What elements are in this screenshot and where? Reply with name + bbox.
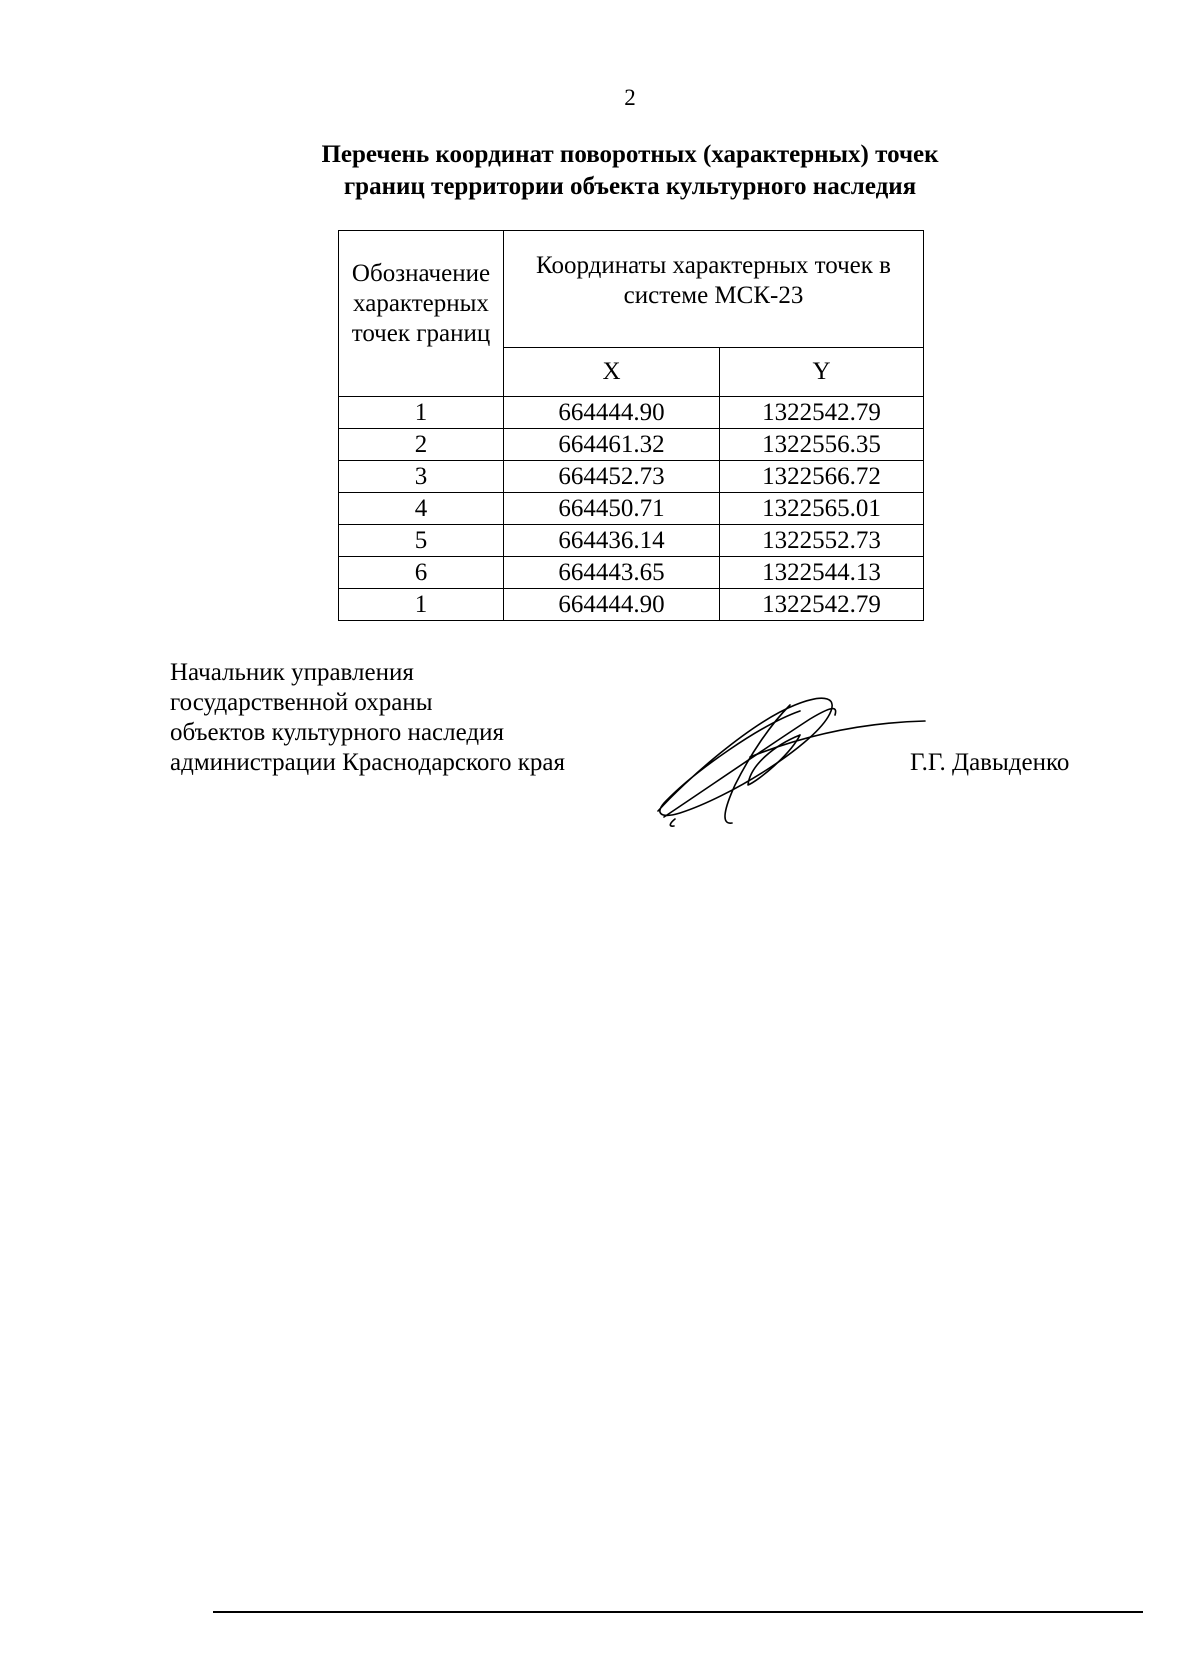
table-row [339, 397, 924, 429]
cell-y: 1322542.79 [720, 397, 924, 429]
header-coordinates [504, 231, 924, 348]
coordinates-table [338, 230, 924, 621]
cell-x: 664436.14 [504, 525, 720, 557]
table-header-row [339, 231, 924, 348]
signer-position-line-3: объектов культурного наследия [170, 719, 504, 746]
cell-point: 5 [339, 525, 504, 557]
header-point-line-3: точек границ [351, 320, 491, 347]
cell-point: 4 [339, 493, 504, 525]
cell-x: 664444.90 [504, 397, 720, 429]
header-coords-line-2: системе МСК-23 [623, 282, 804, 309]
signer-position-line-4: администрации Краснодарского края [170, 749, 566, 776]
signer-position-line-2: государственной охраны [170, 689, 433, 716]
title-line-1: Перечень координат поворотных (характерных) точек [321, 141, 939, 168]
table-row [339, 429, 924, 461]
cell-y: 1322556.35 [720, 429, 924, 461]
cell-point: 1 [339, 589, 504, 621]
header-x: X [504, 348, 720, 397]
header-point-line-2: характерных [353, 290, 489, 317]
cell-y: 1322565.01 [720, 493, 924, 525]
title-line-2: границ территории объекта культурного наследия [343, 173, 917, 200]
table-row [339, 589, 924, 621]
header-coords-line-1: Координаты характерных точек в [536, 252, 891, 279]
header-y: Y [720, 348, 924, 397]
cell-y: 1322566.72 [720, 461, 924, 493]
document-title [0, 139, 1200, 203]
signer-position [170, 658, 565, 778]
cell-x: 664450.71 [504, 493, 720, 525]
header-point-designation [339, 231, 504, 397]
cell-point: 3 [339, 461, 504, 493]
table-row [339, 461, 924, 493]
header-point-line-1: Обозначение [351, 260, 491, 287]
handwritten-signature [640, 685, 940, 835]
table-row [339, 493, 924, 525]
cell-x: 664452.73 [504, 461, 720, 493]
table-row [339, 557, 924, 589]
table-row [339, 525, 924, 557]
signer-position-line-1: Начальник управления [170, 659, 414, 686]
page-number: 2 [624, 85, 636, 110]
cell-point: 2 [339, 429, 504, 461]
signer-name: Г.Г. Давыденко [910, 749, 1070, 776]
cell-point: 1 [339, 397, 504, 429]
cell-point: 6 [339, 557, 504, 589]
cell-x: 664443.65 [504, 557, 720, 589]
cell-x: 664444.90 [504, 589, 720, 621]
cell-y: 1322544.13 [720, 557, 924, 589]
footer-rule [213, 1611, 1143, 1613]
cell-y: 1322552.73 [720, 525, 924, 557]
cell-x: 664461.32 [504, 429, 720, 461]
cell-y: 1322542.79 [720, 589, 924, 621]
